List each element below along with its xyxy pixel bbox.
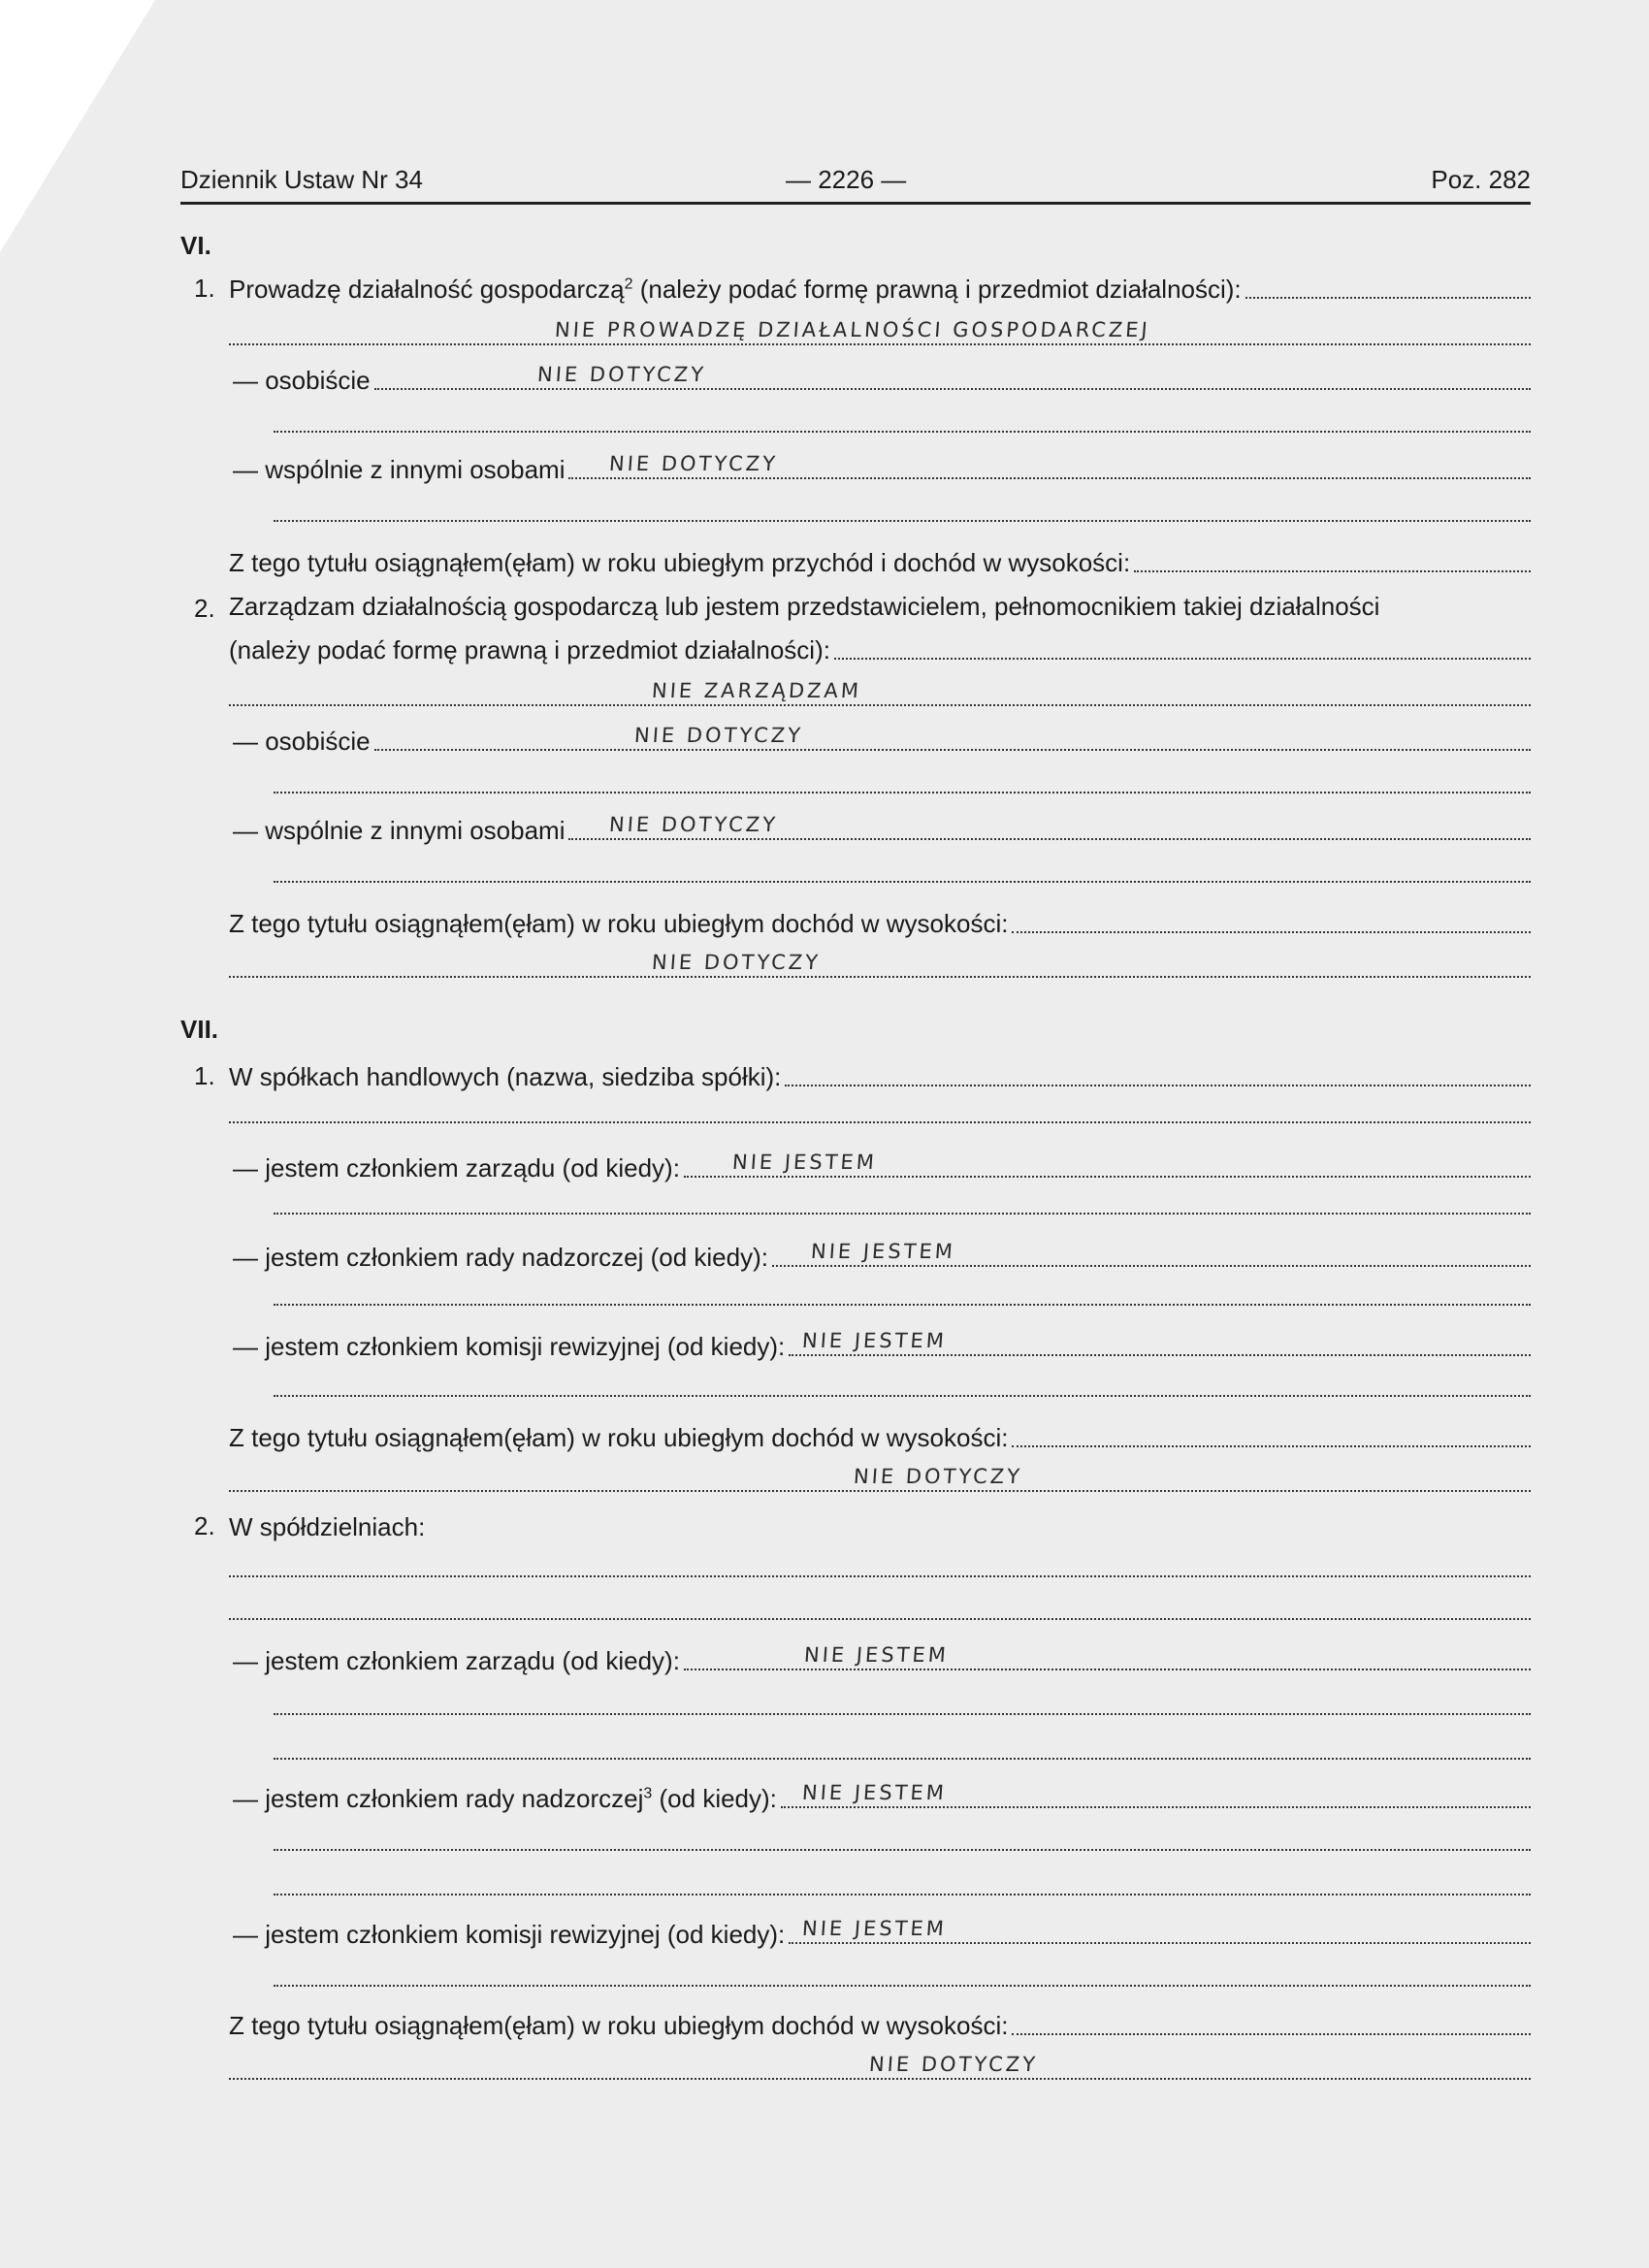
item-number: 2. xyxy=(194,1511,215,1540)
dotted-line xyxy=(229,1618,1531,1620)
s7-i2-supervisory[interactable]: — jestem członkiem rady nadzorczej$^3$ (od kiedy): NIE JESTEM xyxy=(233,1781,1531,1814)
s7-i1-income-answer-line[interactable] xyxy=(229,1465,1531,1498)
item-number: 1. xyxy=(194,274,215,303)
s7-i2-income[interactable]: Z tego tytułu osiągnąłem(ęłam) w roku ubiegłym dochód w wysokości: xyxy=(229,2008,1531,2041)
handwritten-answer: NIE JESTEM xyxy=(731,1150,878,1174)
s7-i1-audit[interactable]: — jestem członkiem komisji rewizyjnej (od kiedy): NIE JESTEM xyxy=(233,1329,1531,1362)
s6-i2-income-answer-line[interactable] xyxy=(229,951,1531,984)
handwritten-answer: NIE DOTYCZY xyxy=(535,363,707,386)
s6-i1-jointly[interactable]: — wspólnie z innymi osobami NIE DOTYCZY xyxy=(233,452,1531,485)
s6-i2-text: Zarządzam działalnością gospodarczą lub jestem przedstawicielem, pełnomocnikiem takiej działalności xyxy=(229,592,1380,621)
s6-i2-personally[interactable]: — osobiście NIE DOTYCZY xyxy=(233,724,1531,757)
position-number: Poz. 282 xyxy=(1431,165,1531,194)
page-header xyxy=(180,163,1531,205)
journal-title: Dziennik Ustaw Nr 34 xyxy=(180,165,423,194)
page-number: — 2226 — xyxy=(786,165,907,194)
dotted-line xyxy=(274,1304,1531,1306)
dotted-line xyxy=(229,1575,1531,1577)
s7-i1-question[interactable]: W spółkach handlowych (nazwa, siedziba spółki): xyxy=(229,1059,1531,1092)
handwritten-answer: NIE DOTYCZY xyxy=(608,452,780,475)
s6-i1-personally[interactable]: — osobiście NIE DOTYCZY xyxy=(233,363,1531,396)
handwritten-answer: NIE DOTYCZY xyxy=(853,1465,1023,1488)
handwritten-answer: NIE DOTYCZY xyxy=(632,724,804,747)
handwritten-answer: NIE DOTYCZY xyxy=(868,2053,1039,2076)
dotted-line xyxy=(274,1758,1531,1760)
handwritten-answer: NIE JESTEM xyxy=(803,1643,950,1667)
dotted-line xyxy=(274,1849,1531,1851)
dotted-line xyxy=(274,1395,1531,1397)
section-vi-title: VI. xyxy=(180,231,211,260)
s7-i1-income[interactable]: Z tego tytułu osiągnąłem(ęłam) w roku ubiegłym dochód w wysokości: xyxy=(229,1420,1531,1453)
s7-i1-supervisory[interactable]: — jestem członkiem rady nadzorczej (od kiedy): NIE JESTEM xyxy=(233,1240,1531,1273)
s6-i2-question: (należy podać formę prawną i przedmiot działalności): xyxy=(229,632,1531,665)
item-number: 2. xyxy=(194,594,215,623)
footnote-mark: 3 xyxy=(643,1785,653,1802)
s6-i1-income[interactable]: Z tego tytułu osiągnąłem(ęłam) w roku ubiegłym przychód i dochód w wysokości: xyxy=(229,545,1531,578)
s6-i1-text: Prowadzę działalność gospodarczą xyxy=(229,275,625,304)
dotted-line xyxy=(274,520,1531,522)
handwritten-answer: NIE JESTEM xyxy=(801,1329,948,1352)
page-fold-corner xyxy=(0,0,155,252)
dotted-line xyxy=(274,881,1531,883)
handwritten-answer: NIE ZARZĄDZAM xyxy=(651,679,862,702)
s7-i2-income-answer-line[interactable] xyxy=(229,2053,1531,2086)
handwritten-answer: NIE JESTEM xyxy=(801,1917,948,1940)
dotted-line xyxy=(274,1894,1531,1895)
s6-i2-jointly[interactable]: — wspólnie z innymi osobami NIE DOTYCZY xyxy=(233,813,1531,846)
dotted-line xyxy=(274,792,1531,794)
dotted-line xyxy=(274,1213,1531,1215)
item-number: 1. xyxy=(194,1061,215,1090)
s6-i2-income[interactable]: Z tego tytułu osiągnąłem(ęłam) w roku ubiegłym dochód w wysokości: xyxy=(229,906,1531,939)
handwritten-answer: NIE JESTEM xyxy=(801,1781,948,1804)
s7-i1-board[interactable]: — jestem członkiem zarządu (od kiedy): NIE JESTEM xyxy=(233,1150,1531,1183)
s6-i1-question xyxy=(229,272,1531,305)
dotted-line xyxy=(274,1985,1531,1987)
s6-i1-text2: (należy podać formę prawną i przedmiot działalności): xyxy=(632,275,1242,304)
s6-i2-answer-line[interactable] xyxy=(229,679,1531,712)
dotted-line xyxy=(229,1121,1531,1123)
s7-i2-question: W spółdzielniach: xyxy=(229,1512,426,1541)
handwritten-answer: NIE DOTYCZY xyxy=(608,813,780,836)
handwritten-answer: NIE PROWADZĘ DZIAŁALNOŚCI GOSPODARCZEJ xyxy=(554,318,1151,341)
s7-i2-audit[interactable]: — jestem członkiem komisji rewizyjnej (od kiedy): NIE JESTEM xyxy=(233,1917,1531,1950)
footnote-mark: 2 xyxy=(624,275,633,293)
dotted-line xyxy=(274,1713,1531,1715)
s6-i1-answer-line[interactable] xyxy=(229,318,1531,351)
s7-i2-board[interactable]: — jestem członkiem zarządu (od kiedy): NIE JESTEM xyxy=(233,1643,1531,1676)
dotted-line xyxy=(274,431,1531,433)
handwritten-answer: NIE JESTEM xyxy=(810,1240,956,1263)
section-vii-title: VII. xyxy=(180,1015,219,1044)
handwritten-answer: NIE DOTYCZY xyxy=(651,951,822,974)
